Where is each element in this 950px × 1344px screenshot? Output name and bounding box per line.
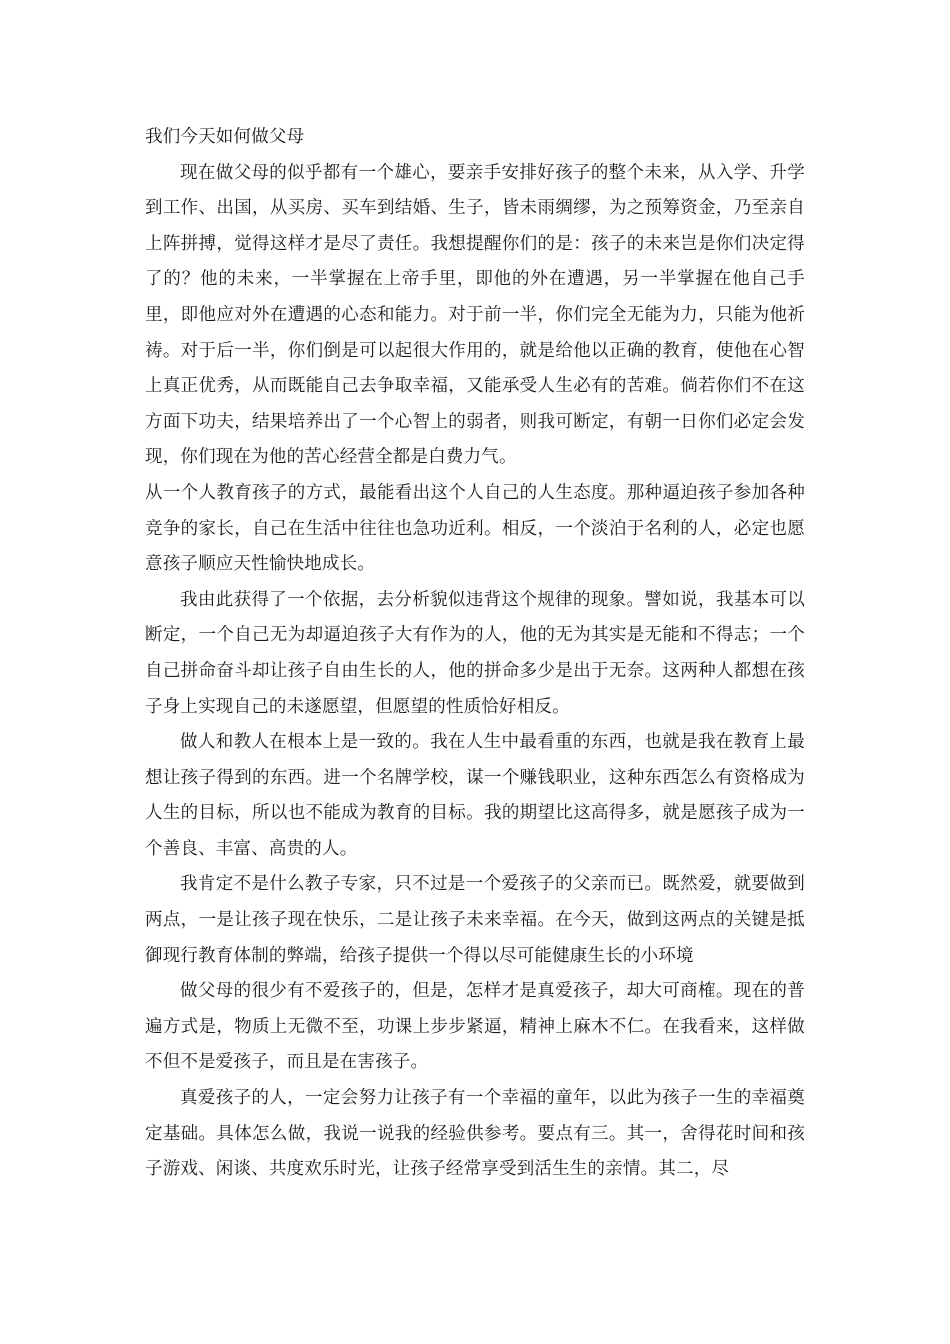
- paragraph-3: 我由此获得了一个依据，去分析貌似违背这个规律的现象。譬如说，我基本可以断定，一个自己无为却逼迫孩子大有作为的人，他的无为其实是无能和不得志；一个自己拼命奋斗却让孩子自由生长的人，他的拼命多少是出于无奈。这两种人都想在孩子身上实现自己的未遂愿望，但愿望的性质恰好相反。: [145, 589, 805, 717]
- document-title: 我们今天如何做父母: [145, 127, 305, 147]
- paragraph-1: 现在做父母的似乎都有一个雄心，要亲手安排好孩子的整个未来，从入学、升学到工作、出国，从买房、买车到结婚、生子，皆未雨绸缪，为之预筹资金，乃至亲自上阵拼搏，觉得这样才是尽了责任。我想提醒你们的是：孩子的未来岂是你们决定得了的？他的未来，一半掌握在上帝手里，即他的外在遭遇，另一半掌握在他自己手里，即他应对外在遭遇的心态和能力。对于前一半，你们完全无能为力，只能为他祈祷。对于后一半，你们倒是可以起很大作用的，就是给他以正确的教育，使他在心智上真正优秀，从而既能自己去争取幸福，又能承受人生必有的苦难。倘若你们不在这方面下功夫，结果培养出了一个心智上的弱者，则我可断定，有朝一日你们必定会发现，你们现在为他的苦心经营全都是白费力气。: [145, 162, 805, 468]
- paragraph-5: 我肯定不是什么教子专家，只不过是一个爱孩子的父亲而已。既然爱，就要做到两点，一是让孩子现在快乐，二是让孩子未来幸福。在今天，做到这两点的关键是抵御现行教育体制的弊端，给孩子提供一个得以尽可能健康生长的小环境: [145, 874, 805, 966]
- paragraph-4: 做人和教人在根本上是一致的。我在人生中最看重的东西，也就是我在教育上最想让孩子得到的东西。进一个名牌学校，谋一个赚钱职业，这种东西怎么有资格成为人生的目标，所以也不能成为教育的目标。我的期望比这高得多，就是愿孩子成为一个善良、丰富、高贵的人。: [145, 732, 805, 859]
- paragraph-6: 做父母的很少有不爱孩子的，但是，怎样才是真爱孩子，却大可商榷。现在的普遍方式是，物质上无微不至，功课上步步紧逼，精神上麻木不仁。在我看来，这样做不但不是爱孩子，而且是在害孩子。: [145, 981, 805, 1073]
- paragraph-7: 真爱孩子的人，一定会努力让孩子有一个幸福的童年，以此为孩子一生的幸福奠定基础。具体怎么做，我说一说我的经验供参考。要点有三。其一，舍得花时间和孩子游戏、闲谈、共度欢乐时光，让孩子经常享受到活生生的亲情。其二，尽: [145, 1088, 805, 1180]
- document-page: [145, 120, 805, 1188]
- paragraph-2: 从一个人教育孩子的方式，最能看出这个人自己的人生态度。那种逼迫孩子参加各种竞争的家长，自己在生活中往往也急功近利。相反，一个淡泊于名利的人，必定也愿意孩子顺应天性愉快地成长。: [145, 482, 805, 575]
